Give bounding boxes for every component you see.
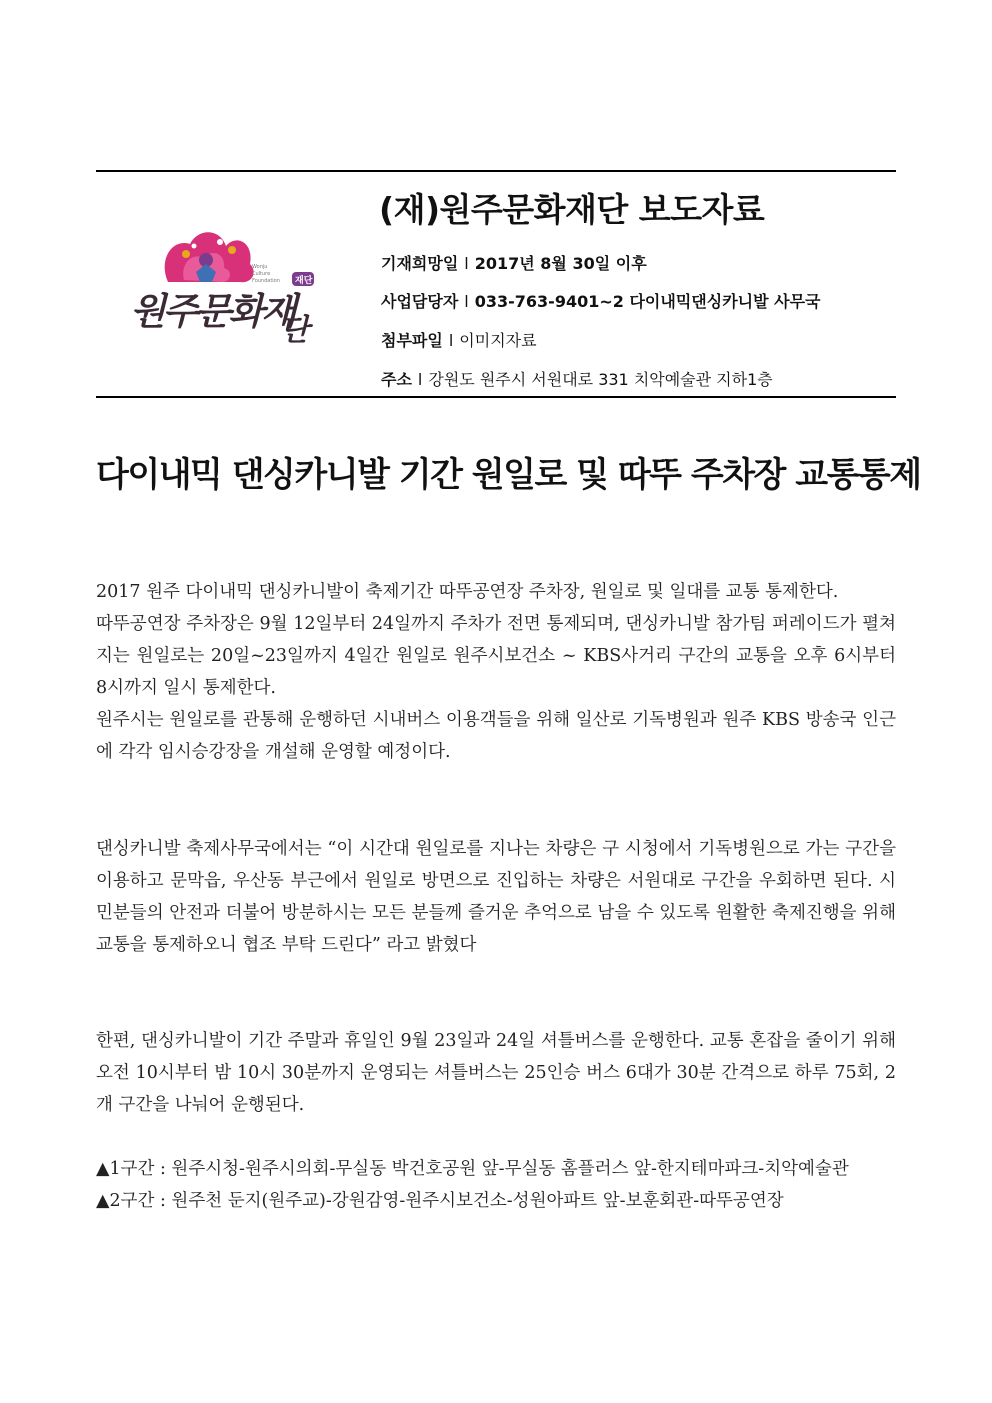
meta-address — [381, 367, 773, 390]
body-paragraph-3 — [96, 1025, 896, 1121]
body-line: 원주시는 원일로를 관통해 운행하던 시내버스 이용객들을 위해 일산로 기독병원과 원주 KBS 방송국 인근에 각각 임시승강장을 개설해 운영할 예정이다. — [96, 710, 896, 762]
meta-value: 033-763-9401~2 다이내믹댄싱카니발 사무국 — [474, 292, 821, 311]
meta-value: 2017년 8월 30일 이후 — [474, 254, 647, 273]
logo-emblem-icon — [128, 220, 324, 350]
foundation-logo — [128, 220, 324, 350]
body-line: 한편, 댄싱카니발이 기간 주말과 휴일인 9월 23일과 24일 셔틀버스를 운행한다. 교통 혼잡을 줄이기 위해 오전 10시부터 밤 10시 30분까지 운영되는 셔틀버스는 25인승 버스 6대가 30분 간격으로 하루 75회, 2개 구간을 나눠어 운행된다. — [96, 1031, 896, 1115]
shuttle-routes — [96, 1153, 896, 1217]
svg-text:Culture: Culture — [252, 271, 271, 277]
svg-text:재단: 재단 — [295, 276, 313, 286]
meta-separator: l — [464, 254, 469, 273]
meta-separator: l — [464, 292, 469, 311]
meta-key: 첨부파일 — [381, 331, 443, 350]
meta-value: 이미지자료 — [459, 331, 537, 350]
svg-text:단: 단 — [280, 313, 309, 348]
route-item: ▲2구간 : 원주천 둔지(원주교)-강원감영-원주시보건소-성원아파트 앞-보훈회관-따뚜공연장 — [96, 1191, 784, 1211]
header-top-rule — [96, 170, 896, 172]
body-line: 댄싱카니발 축제사무국에서는 “이 시간대 원일로를 지나는 차량은 구 시청에서 기독병원으로 가는 구간을 이용하고 문막읍, 우산동 부근에서 원일로 방면으로 진입하는 차량은 서원대로 구간을 우회하면 된다. 시민분들의 안전과 더불어 방분하시는 모든 분들께 즐거운 추억으로 남을 수 있도록 원활한 축제진행을 위해 교통을 통제하오니 협조 부탁 드린다” 라고 밝혔다 — [96, 839, 896, 955]
article-headline: 다이내믹 댄싱카니발 기간 원일로 및 따뚜 주차장 교통통제 — [96, 455, 921, 495]
svg-text:Wonju: Wonju — [252, 264, 268, 270]
meta-separator: l — [448, 331, 454, 350]
meta-attachment — [381, 328, 537, 351]
meta-publish-date — [381, 251, 647, 274]
body-line: 따뚜공연장 주차장은 9월 12일부터 24일까지 주차가 전면 통제되며, 댄싱카니발 참가팀 퍼레이드가 펼쳐지는 원일로는 20일~23일까지 4일간 원일로 원주시보건소 ~ KBS사거리 구간의 교통을 오후 6시부터 8시까지 일시 통제한다. — [96, 614, 896, 698]
meta-key: 사업담당자 — [381, 292, 459, 311]
meta-key: 주소 — [381, 370, 412, 389]
meta-value: 강원도 원주시 서원대로 331 치악예술관 지하1층 — [428, 370, 773, 389]
body-paragraph-2 — [96, 833, 896, 961]
svg-text:원주문화재: 원주문화재 — [130, 289, 294, 333]
meta-contact — [381, 289, 821, 312]
press-release-title: (재)원주문화재단 보도자료 — [379, 190, 765, 229]
body-paragraph-1 — [96, 576, 896, 768]
meta-separator: l — [417, 370, 423, 389]
body-line: 2017 원주 다이내믹 댄싱카니발이 축제기간 따뚜공연장 주차장, 원일로 및 일대를 교통 통제한다. — [96, 582, 839, 602]
header-bottom-rule — [96, 396, 896, 398]
meta-key: 기재희망일 — [381, 254, 459, 273]
route-item: ▲1구간 : 원주시청-원주시의회-무실동 박건호공원 앞-무실동 홈플러스 앞-한지테마파크-치악예술관 — [96, 1159, 849, 1179]
svg-text:Foundation: Foundation — [252, 278, 280, 284]
